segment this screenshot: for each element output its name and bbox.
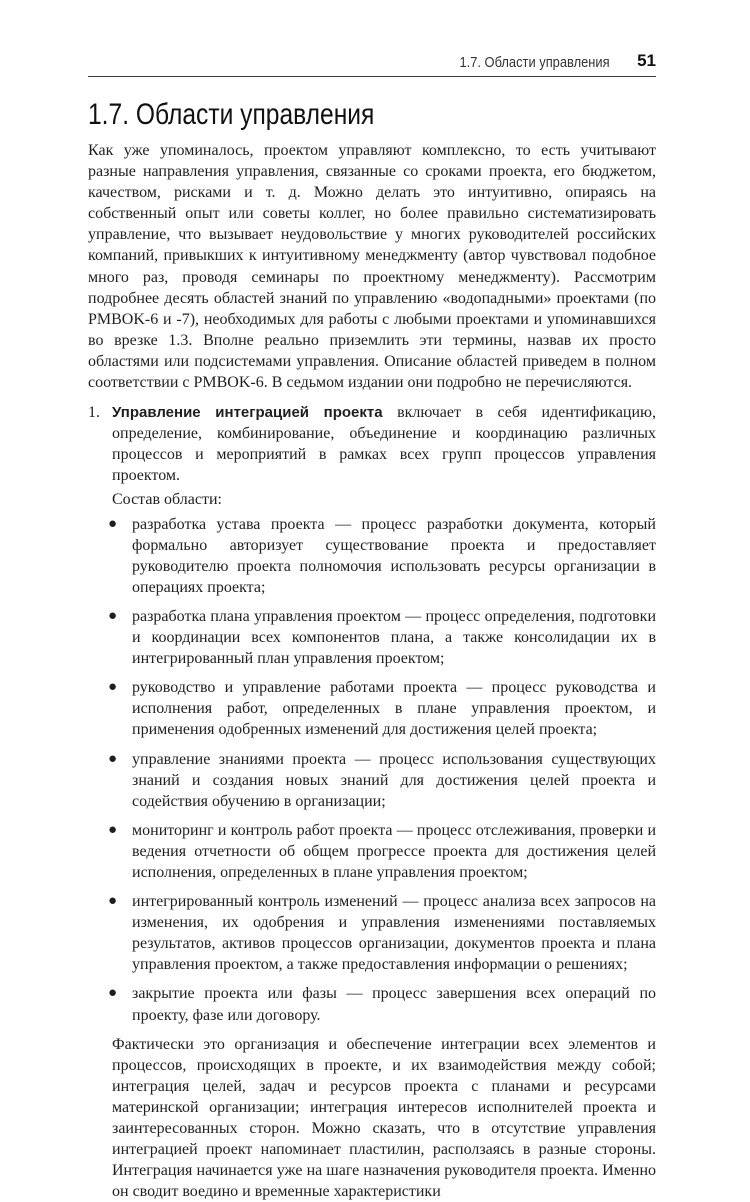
running-title: 1.7. Области управления <box>459 54 610 71</box>
closing-paragraph: Фактически это организация и обеспечение интеграции всех элементов и процессов, происходящих в проекте, и их взаимодействия между собой; интеграция целей, задач и ресурсов проекта с планами и ресурсами материнской организации; интеграция интересов исполнителей проекта и заинтересованных сторон. Можно сказать, что в отсутствие управления интеграцией проект напоминает пластилин, расползаясь в разные стороны. Интеграция начинается уже на шаге назначения руководителя проекта. Именно он сводит воедино и временные характеристики <box>112 1035 656 1201</box>
body-text <box>88 140 656 1202</box>
composition-label: Состав области: <box>112 490 222 508</box>
bullet-icon: ● <box>108 821 118 838</box>
item-number: 1. <box>88 404 100 422</box>
bullet-icon: ● <box>108 750 118 767</box>
list-item-text: мониторинг и контроль работ проекта — процесс отслеживания, проверки и ведения отчетности об общем прогрессе проекта для достижения целей исполнения, определенных в плане управления проектом; <box>132 821 656 881</box>
list-item <box>108 677 656 740</box>
list-item <box>108 514 656 598</box>
list-item <box>108 820 656 883</box>
item-term: Управление интеграцией проекта <box>112 404 383 422</box>
list-item-text: интегрированный контроль изменений — процесс анализа всех запросов на изменения, их одобрения и управления изменениями поставляемых результатов, активов процессов организации, документов проекта и плана управления проектом, а также предоставления информации о решениях; <box>132 893 656 974</box>
list-item-text: разработка плана управления проектом — процесс определения, подготовки и координации всех компонентов плана, а также консолидации их в интегрированный план управления проектом; <box>132 607 656 668</box>
list-item <box>108 749 656 812</box>
list-item <box>108 891 656 975</box>
bullet-icon: ● <box>108 985 118 1002</box>
numbered-item-integration <box>88 402 656 486</box>
list-item <box>108 606 656 669</box>
process-list <box>88 514 656 1026</box>
bullet-icon: ● <box>108 679 118 696</box>
list-item-text: управление знаниями проекта — процесс использования существующих знаний и создания новых знаний для достижения целей проекта и содействия обучению в организации; <box>132 750 656 810</box>
bullet-icon: ● <box>108 893 118 910</box>
page-number: 51 <box>637 51 656 70</box>
bullet-icon: ● <box>108 515 118 532</box>
running-header <box>88 50 656 77</box>
item-description: включает в себя идентификацию, определение, комбинирование, объединение и координацию различных процессов и мероприятий в рамках всех групп процессов управления проектом. <box>112 404 657 485</box>
section-title: 1.7. Области управления <box>88 98 375 131</box>
list-item-text: закрытие проекта или фазы — процесс завершения всех операций по проекту, фазе или договору. <box>132 985 656 1024</box>
intro-paragraph: Как уже упоминалось, проектом управляют комплексно, то есть учитывают разные направления управления, связанные со сроками проекта, его бюджетом, качеством, рисками и т. д. Можно делать это интуитивно, опираясь на собственный опыт или советы коллег, но более правильно систематизировать управление, что вызывает неудовольствие у многих руководителей российских компаний, привыкших к интуитивному менеджменту (автор чувствовал подобное много раз, проводя семинары по проектному менеджменту). Рассмотрим подробнее десять областей знаний по управлению «водопадными» проектами (по PMBOK-6 и -7), необходимых для работы с любыми проектами и упоминавшихся во врезке 1.3. Вполне реально приземлить эти термины, назвав их просто областями или подсистемами управления. Описание областей приведем в полном соответствии с PMBOK-6. В седьмом издании они подробно не перечисляются. <box>88 142 656 392</box>
list-item-text: разработка устава проекта — процесс разработки документа, который формально авторизует существование проекта и предоставляет руководителю проекта полномочия использовать ресурсы организации в операциях проекта; <box>132 515 656 596</box>
list-item <box>108 983 656 1025</box>
bullet-icon: ● <box>108 607 118 624</box>
list-item-text: руководство и управление работами проекта — процесс руководства и исполнения работ, определенных в плане управления проектом, и применения одобренных изменений для достижения целей проекта; <box>132 679 656 739</box>
